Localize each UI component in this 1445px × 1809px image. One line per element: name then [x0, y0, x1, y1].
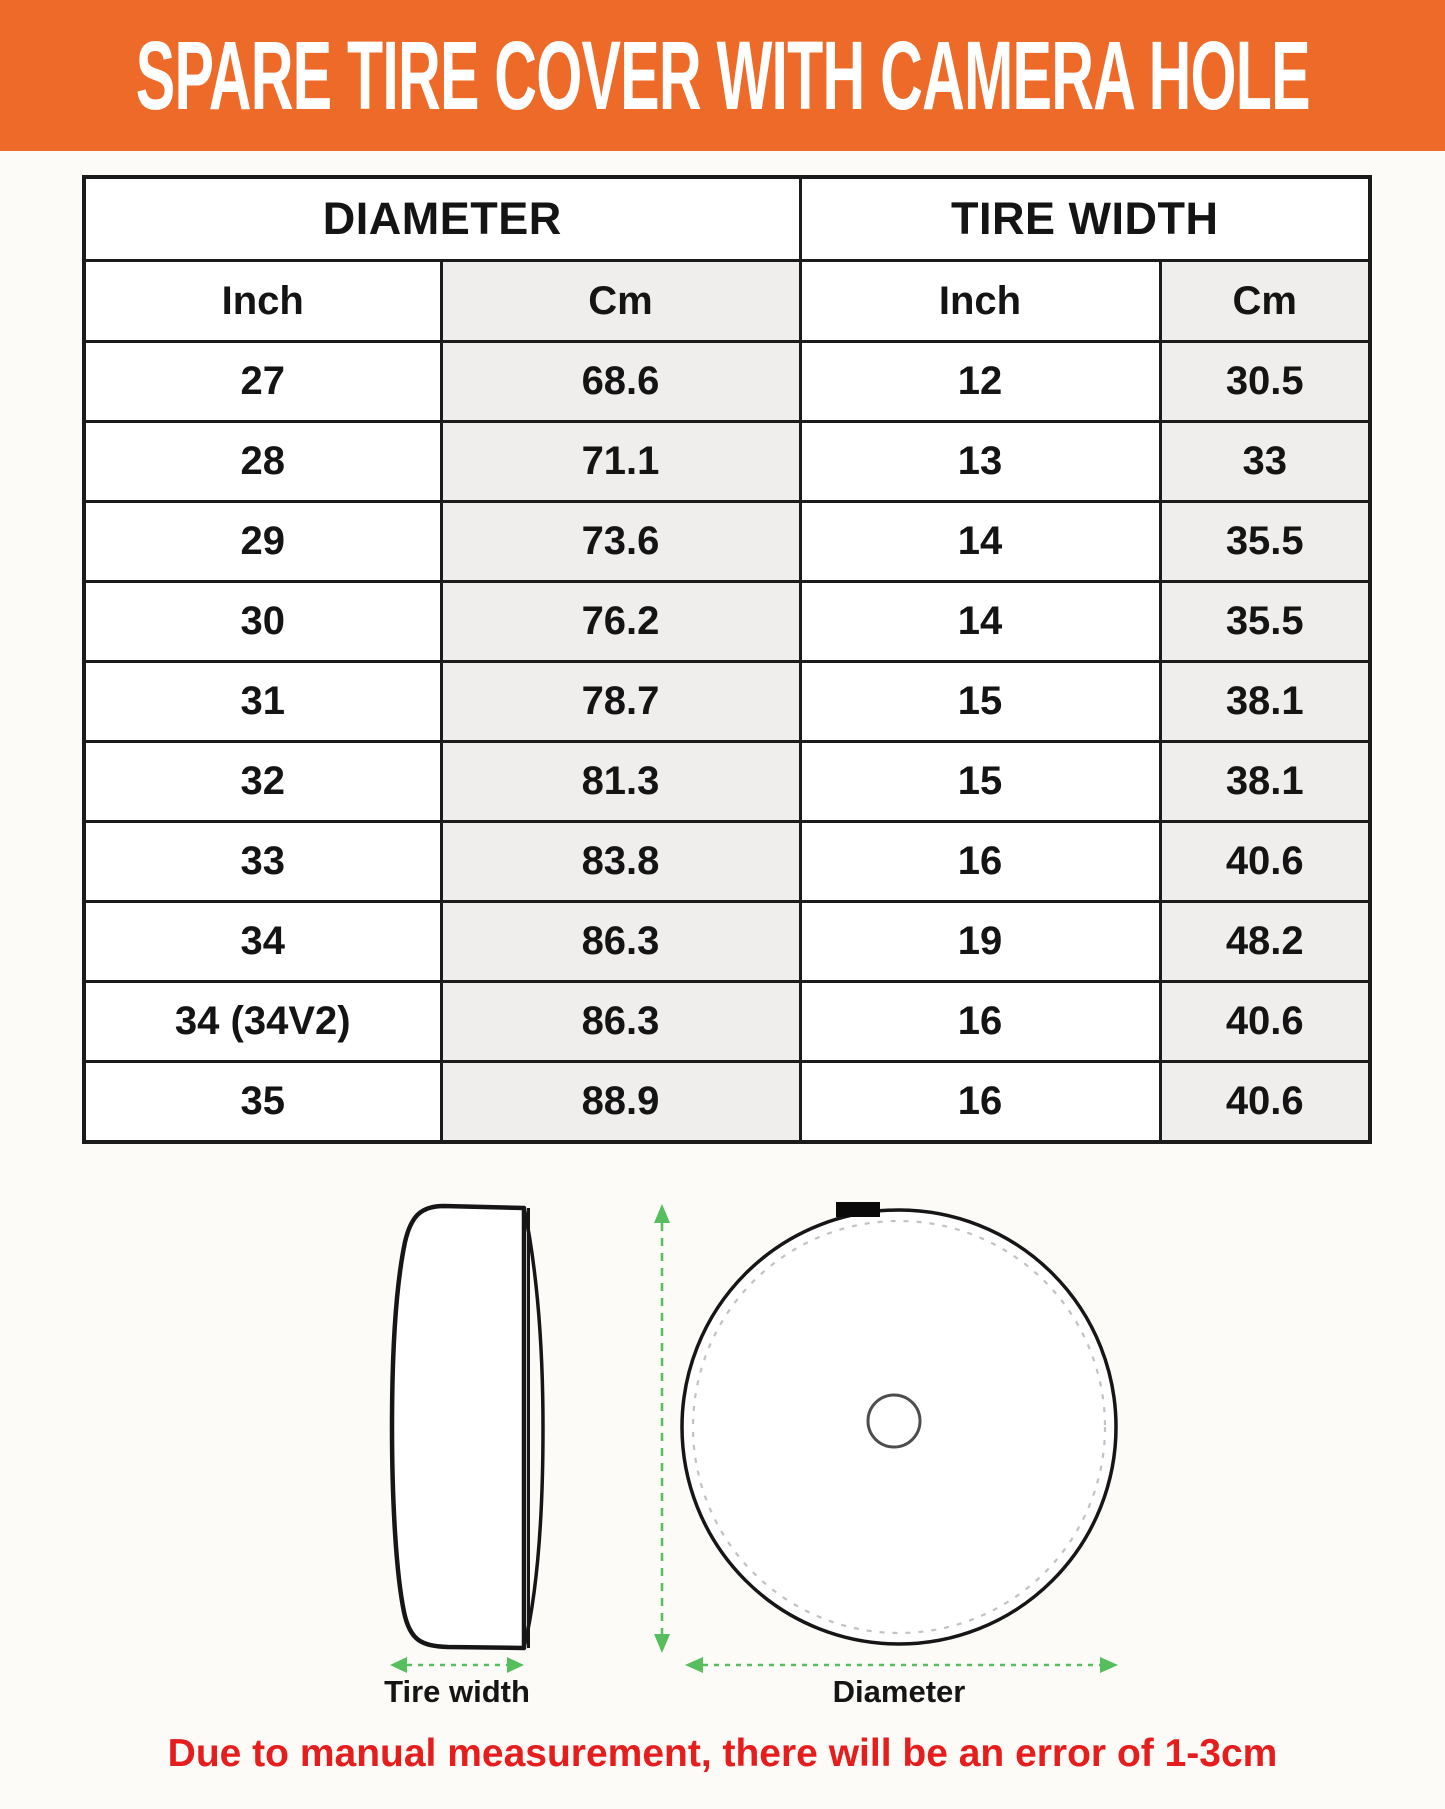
diameter-arrow — [685, 1657, 1118, 1673]
table-cell: 35 — [84, 1062, 441, 1143]
tire-side-view — [392, 1206, 524, 1648]
tire-side-outer-curve — [524, 1207, 543, 1648]
footnote: Due to manual measurement, there will be an error of 1-3cm — [167, 1732, 1278, 1775]
table-cell: 35.5 — [1160, 582, 1370, 662]
table-cell: 86.3 — [441, 982, 800, 1062]
table-row — [84, 1062, 1370, 1143]
table-cell: 28 — [84, 422, 441, 502]
table-cell: 40.6 — [1160, 1062, 1370, 1143]
camera-hole — [868, 1395, 920, 1447]
table-cell: 86.3 — [441, 902, 800, 982]
table-cell: 30 — [84, 582, 441, 662]
table-row — [84, 342, 1370, 422]
tread-dashed-circle — [693, 1221, 1105, 1633]
table-cell: 34 — [84, 902, 441, 982]
size-table-body — [84, 342, 1370, 1143]
table-cell: 29 — [84, 502, 441, 582]
subheader-diameter-inch: Inch — [84, 261, 441, 342]
table-cell: 12 — [800, 342, 1160, 422]
table-row — [84, 982, 1370, 1062]
table-cell: 40.6 — [1160, 982, 1370, 1062]
subheader-diameter-cm: Cm — [441, 261, 800, 342]
table-cell: 15 — [800, 662, 1160, 742]
size-table — [82, 175, 1372, 1144]
table-cell: 83.8 — [441, 822, 800, 902]
table-row — [84, 582, 1370, 662]
tire-front-view-circle — [682, 1210, 1116, 1644]
table-cell: 73.6 — [441, 502, 800, 582]
table-cell: 32 — [84, 742, 441, 822]
table-cell: 14 — [800, 502, 1160, 582]
table-row — [84, 502, 1370, 582]
table-cell: 48.2 — [1160, 902, 1370, 982]
table-cell: 88.9 — [441, 1062, 800, 1143]
table-cell: 15 — [800, 742, 1160, 822]
table-cell: 35.5 — [1160, 502, 1370, 582]
table-cell: 38.1 — [1160, 742, 1370, 822]
table-cell: 19 — [800, 902, 1160, 982]
table-cell: 16 — [800, 982, 1160, 1062]
table-cell: 16 — [800, 1062, 1160, 1143]
table-cell: 13 — [800, 422, 1160, 502]
sub-header-row — [84, 261, 1370, 342]
table-cell: 33 — [84, 822, 441, 902]
table-cell: 33 — [1160, 422, 1370, 502]
subheader-tirewidth-cm: Cm — [1160, 261, 1370, 342]
table-cell: 27 — [84, 342, 441, 422]
table-cell: 14 — [800, 582, 1160, 662]
table-cell: 40.6 — [1160, 822, 1370, 902]
table-cell: 71.1 — [441, 422, 800, 502]
group-header-tire-width: TIRE WIDTH — [800, 177, 1370, 261]
table-cell: 76.2 — [441, 582, 800, 662]
diameter-label: Diameter — [832, 1674, 966, 1709]
valve-notch — [836, 1202, 880, 1217]
tire-width-label: Tire width — [384, 1674, 530, 1709]
table-row — [84, 422, 1370, 502]
table-cell: 78.7 — [441, 662, 800, 742]
group-header-diameter: DIAMETER — [84, 177, 800, 261]
group-header-row — [84, 177, 1370, 261]
table-row — [84, 822, 1370, 902]
table-row — [84, 742, 1370, 822]
table-cell: 81.3 — [441, 742, 800, 822]
table-cell: 34 (34V2) — [84, 982, 441, 1062]
banner — [0, 0, 1445, 151]
table-cell: 38.1 — [1160, 662, 1370, 742]
table-cell: 68.6 — [441, 342, 800, 422]
table-cell: 16 — [800, 822, 1160, 902]
banner-title: SPARE TIRE COVER WITH CAMERA HOLE — [135, 20, 1310, 131]
subheader-tirewidth-inch: Inch — [800, 261, 1160, 342]
table-row — [84, 902, 1370, 982]
vertical-diameter-arrow — [654, 1204, 670, 1653]
table-cell: 31 — [84, 662, 441, 742]
tire-width-arrow — [390, 1657, 524, 1673]
table-cell: 30.5 — [1160, 342, 1370, 422]
table-row — [84, 662, 1370, 742]
